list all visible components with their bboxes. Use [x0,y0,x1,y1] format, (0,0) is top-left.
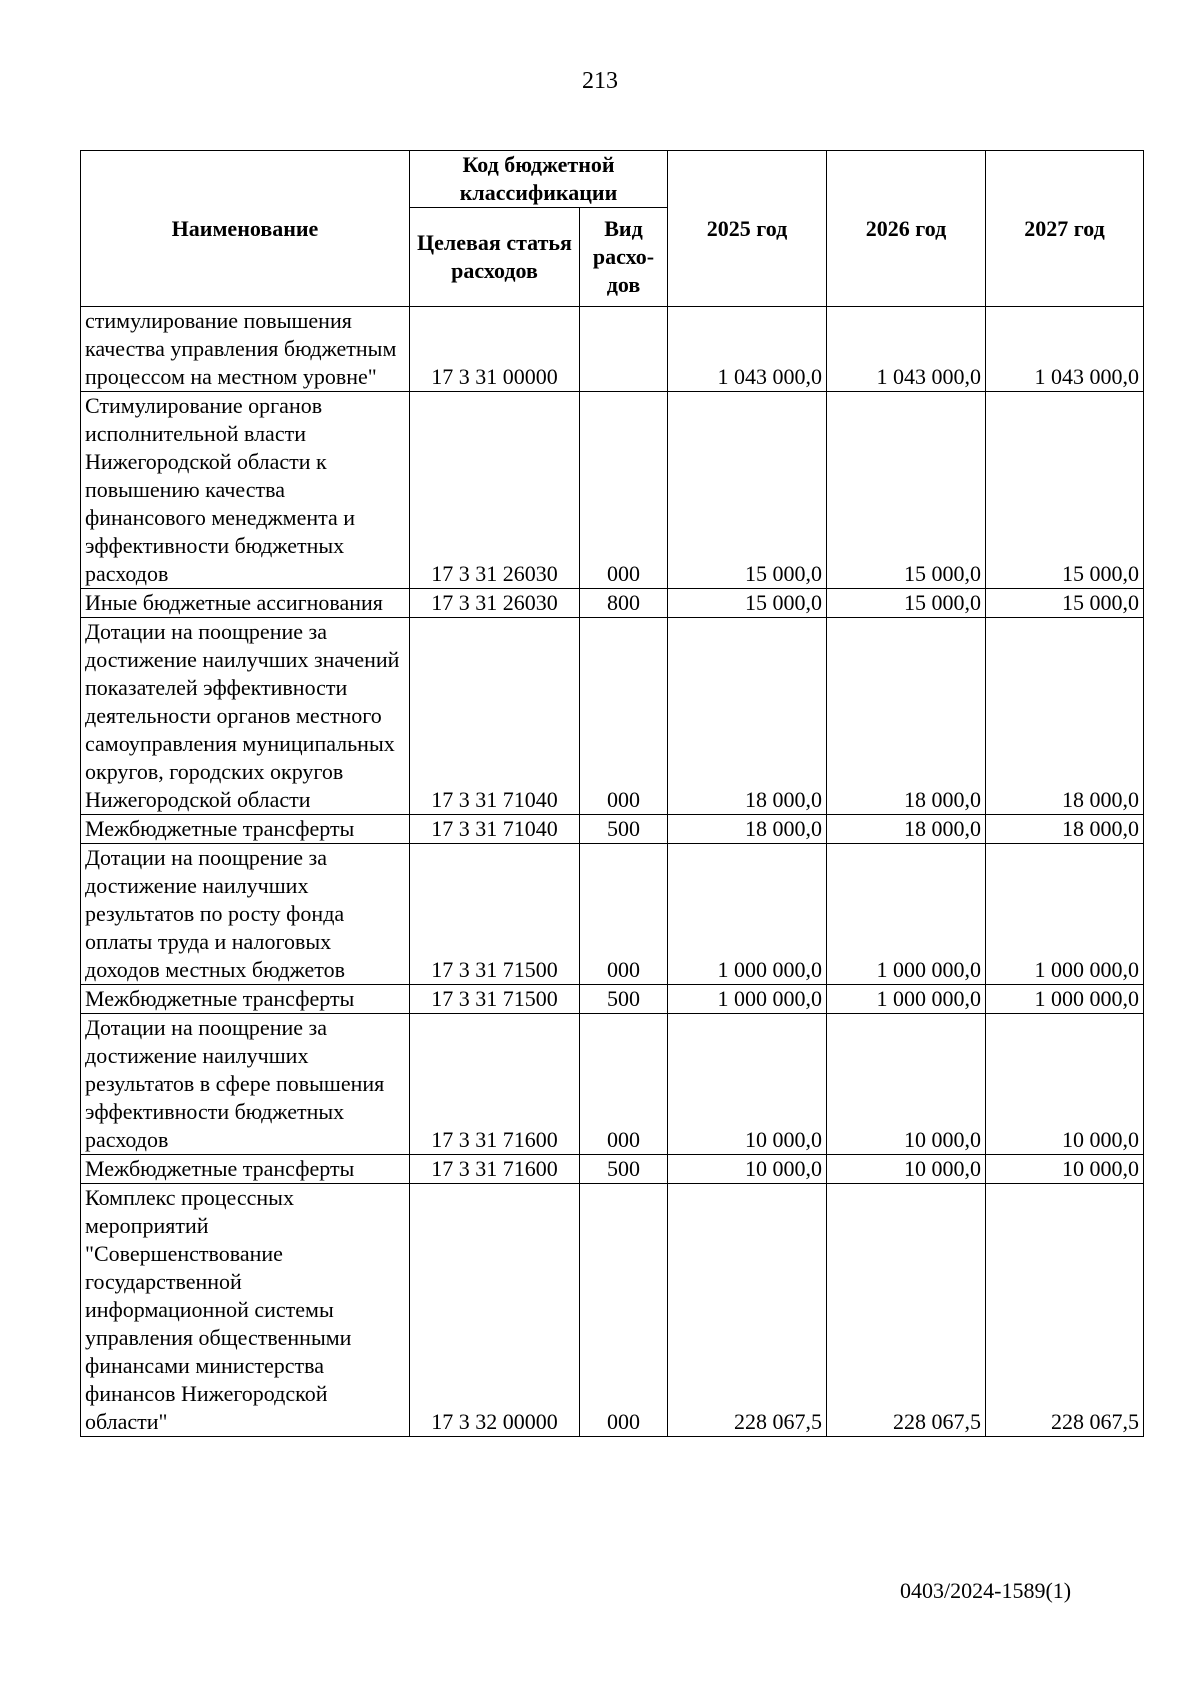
row-name: Межбюджетные трансферты [81,815,410,844]
row-value-2026: 18 000,0 [827,815,986,844]
row-expense-kind: 500 [580,1155,668,1184]
row-expense-kind: 000 [580,1184,668,1437]
document-number: 0403/2024-1589(1) [900,1578,1072,1603]
header-target-article: Целевая статья расходов [410,208,580,307]
row-value-2026: 10 000,0 [827,1155,986,1184]
row-value-2026: 1 000 000,0 [827,844,986,985]
row-expense-kind [580,307,668,392]
row-value-2026: 1 043 000,0 [827,307,986,392]
row-name: стимулирование повышения качества управления бюджетным процессом на местном уровне" [81,307,410,392]
row-name: Дотации на поощрение за достижение наилучших результатов в сфере повышения эффективности бюджетных расходов [81,1014,410,1155]
page-number: 213 [582,68,618,94]
table-row [81,618,1144,815]
row-target-code: 17 3 31 71500 [410,985,580,1014]
row-target-code: 17 3 31 26030 [410,392,580,589]
row-name: Дотации на поощрение за достижение наилучших значений показателей эффективности деятельности органов местного самоуправления муниципальных округов, городских округов Нижегородской области [81,618,410,815]
row-value-2025: 228 067,5 [668,1184,827,1437]
row-value-2027: 10 000,0 [986,1155,1144,1184]
row-target-code: 17 3 31 71500 [410,844,580,985]
table-row [81,1014,1144,1155]
header-budget-code: Код бюджетной классификации [410,151,668,208]
row-value-2026: 10 000,0 [827,1014,986,1155]
table-row [81,589,1144,618]
row-value-2027: 15 000,0 [986,589,1144,618]
row-value-2025: 18 000,0 [668,815,827,844]
row-value-2027: 1 043 000,0 [986,307,1144,392]
row-name: Дотации на поощрение за достижение наилучших результатов по росту фонда оплаты труда и налоговых доходов местных бюджетов [81,844,410,985]
budget-table [80,150,1144,1437]
row-value-2027: 1 000 000,0 [986,985,1144,1014]
row-value-2025: 1 000 000,0 [668,985,827,1014]
row-value-2025: 10 000,0 [668,1014,827,1155]
row-target-code: 17 3 31 71600 [410,1014,580,1155]
row-value-2025: 15 000,0 [668,589,827,618]
header-2027: 2027 год [986,151,1144,307]
row-value-2025: 10 000,0 [668,1155,827,1184]
row-target-code: 17 3 31 71040 [410,815,580,844]
row-value-2026: 1 000 000,0 [827,985,986,1014]
row-target-code: 17 3 31 71600 [410,1155,580,1184]
header-2026: 2026 год [827,151,986,307]
row-name: Комплекс процессных мероприятий "Совершенствование государственной информационной системы управления общественными финансами министерства финансов Нижегородской области" [81,1184,410,1437]
row-value-2026: 15 000,0 [827,589,986,618]
table-row [81,844,1144,985]
row-value-2026: 15 000,0 [827,392,986,589]
row-value-2027: 10 000,0 [986,1014,1144,1155]
row-expense-kind: 500 [580,985,668,1014]
table-row [81,307,1144,392]
row-name: Межбюджетные трансферты [81,985,410,1014]
row-value-2027: 18 000,0 [986,815,1144,844]
row-expense-kind: 500 [580,815,668,844]
row-target-code: 17 3 31 26030 [410,589,580,618]
row-value-2025: 18 000,0 [668,618,827,815]
row-expense-kind: 800 [580,589,668,618]
header-expense-kind: Вид расхо-дов [580,208,668,307]
row-value-2026: 228 067,5 [827,1184,986,1437]
table-row [81,1184,1144,1437]
row-expense-kind: 000 [580,392,668,589]
header-2025: 2025 год [668,151,827,307]
row-value-2027: 15 000,0 [986,392,1144,589]
row-value-2025: 1 000 000,0 [668,844,827,985]
row-value-2025: 1 043 000,0 [668,307,827,392]
header-name: Наименование [81,151,410,307]
table-row [81,815,1144,844]
row-expense-kind: 000 [580,1014,668,1155]
row-value-2025: 15 000,0 [668,392,827,589]
row-name: Иные бюджетные ассигнования [81,589,410,618]
row-name: Межбюджетные трансферты [81,1155,410,1184]
row-target-code: 17 3 31 00000 [410,307,580,392]
table-row [81,985,1144,1014]
row-name: Стимулирование органов исполнительной власти Нижегородской области к повышению качества финансового менеджмента и эффективности бюджетных расходов [81,392,410,589]
row-expense-kind: 000 [580,618,668,815]
table-row [81,1155,1144,1184]
row-expense-kind: 000 [580,844,668,985]
row-value-2027: 18 000,0 [986,618,1144,815]
row-target-code: 17 3 31 71040 [410,618,580,815]
row-value-2027: 1 000 000,0 [986,844,1144,985]
row-value-2026: 18 000,0 [827,618,986,815]
row-target-code: 17 3 32 00000 [410,1184,580,1437]
table-row [81,392,1144,589]
row-value-2027: 228 067,5 [986,1184,1144,1437]
